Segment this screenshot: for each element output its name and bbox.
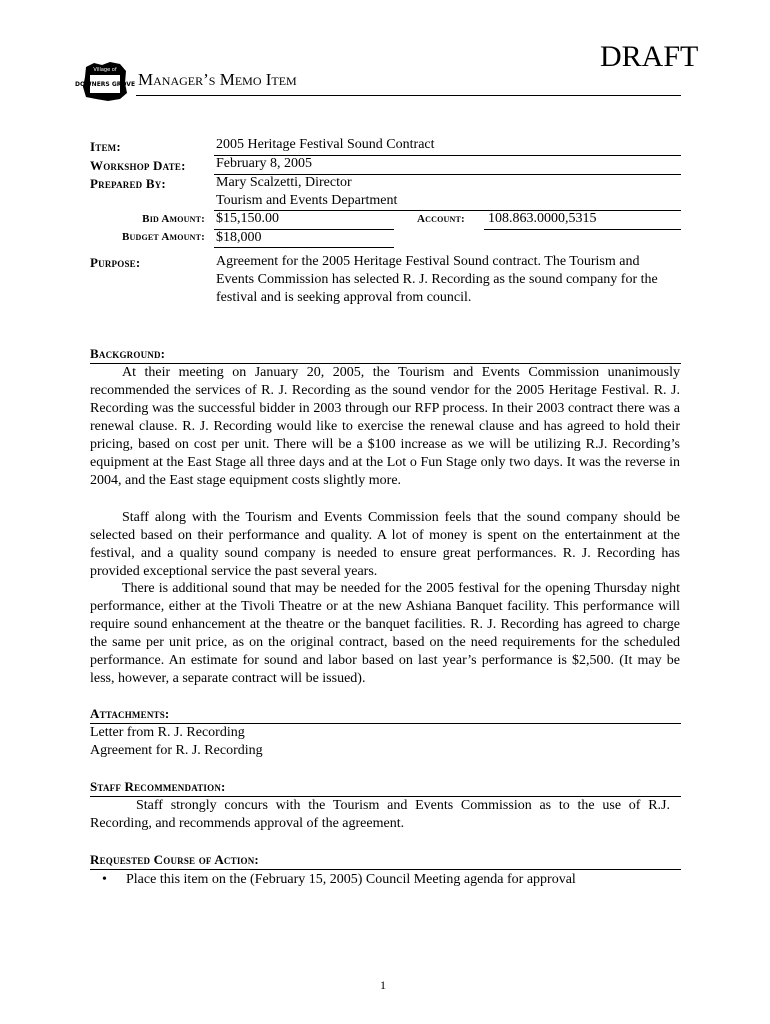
attachment-item: Agreement for R. J. Recording	[90, 743, 263, 758]
logo-main-text: DOWNERS GROVE	[74, 81, 136, 88]
requested-action-heading: Requested Course of Action:	[90, 852, 259, 867]
prepared-by-department: Tourism and Events Department	[216, 193, 398, 208]
workshop-date-label: Workshop Date:	[90, 158, 186, 173]
background-paragraph-1: At their meeting on January 20, 2005, the Tourism and Events Commission unanimously recommended the services of R. J. Recording as the sound vendor for the 2005 Heritage Festival. R. J. Recording was the successful bidder in 2003 through our RFP process. In their 2003 contract there was a renewal clause. R. J. Recording would like to exercise the renewal clause and has agreed to hold their pricing, based on cost per unit. There will be a $100 increase as we will be utilizing R.J. Recording’s equipment at the East Stage all three days and at the Lot o Fun Stage only two days. It was the reverse in 2004, and the East stage equipment costs slightly more.	[90, 365, 680, 488]
requested-action-list	[90, 871, 680, 889]
requested-action-text: Place this item on the (February 15, 2005) Council Meeting agenda for approval	[126, 872, 576, 887]
background-heading: Background:	[90, 346, 166, 361]
requested-action-item	[90, 871, 680, 889]
account-value: 108.863.0000,5315	[488, 211, 597, 226]
account-rule	[484, 229, 681, 230]
background-paragraph-2: Staff along with the Tourism and Events Commission feels that the sound company should be selected based on their performance and quality. A lot of money is spent on the entertainment at the festival, and a quality sound company is needed to ensure great performances. R. J. Recording has provided exceptional service the past several years.	[90, 510, 680, 579]
header-rule	[136, 95, 681, 96]
purpose-label: Purpose:	[90, 255, 141, 270]
workshop-date-value: February 8, 2005	[216, 156, 313, 171]
page-number: 1	[380, 978, 386, 992]
item-value: 2005 Heritage Festival Sound Contract	[216, 137, 435, 152]
prepared-by-name: Mary Scalzetti, Director	[216, 175, 352, 190]
staff-recommendation-heading: Staff Recommendation:	[90, 779, 226, 794]
background-paragraph-3: There is additional sound that may be needed for the 2005 festival for the opening Thursday night performance, either at the Tivoli Theatre or at the new Ashiana Banquet facility. This performance will require sound enhancement at the theatre or the banquet facilities. R. J. Recording has agreed to charge the same per unit price, as on the original contract, based on the need requirements for the scheduled performance. An estimate for sound and labor based on last year’s performance is $2,500. (It may be less, however, a separate contract will be issued).	[90, 581, 680, 686]
prepared-by-label: Prepared By:	[90, 176, 166, 191]
budget-amount-value: $18,000	[216, 230, 262, 245]
attachments-heading: Attachments:	[90, 706, 170, 721]
attachment-item: Letter from R. J. Recording	[90, 725, 245, 740]
budget-rule	[214, 247, 394, 248]
account-label: Account:	[417, 213, 465, 225]
memo-title: Manager’s Memo Item	[138, 70, 297, 89]
budget-amount-label: Budget Amount:	[121, 231, 205, 243]
bid-amount-label: Bid Amount:	[142, 213, 205, 225]
draft-stamp: DRAFT	[600, 40, 699, 73]
staff-recommendation-text: Staff strongly concurs with the Tourism and Events Commission as to the use of R.J. Recording, and recommends approval of the agreement.	[90, 798, 670, 831]
purpose-value: Agreement for the 2005 Heritage Festival Sound contract. The Tourism and Events Commission has selected R. J. Recording as the sound company for the festival and is seeking approval from council.	[216, 254, 658, 305]
village-logo	[74, 57, 136, 103]
logo-top-text: Village of	[93, 67, 117, 73]
item-label: Item:	[90, 139, 121, 154]
requested-rule	[90, 869, 681, 870]
prepared-rule	[214, 210, 681, 211]
bid-amount-value: $15,150.00	[216, 211, 279, 226]
